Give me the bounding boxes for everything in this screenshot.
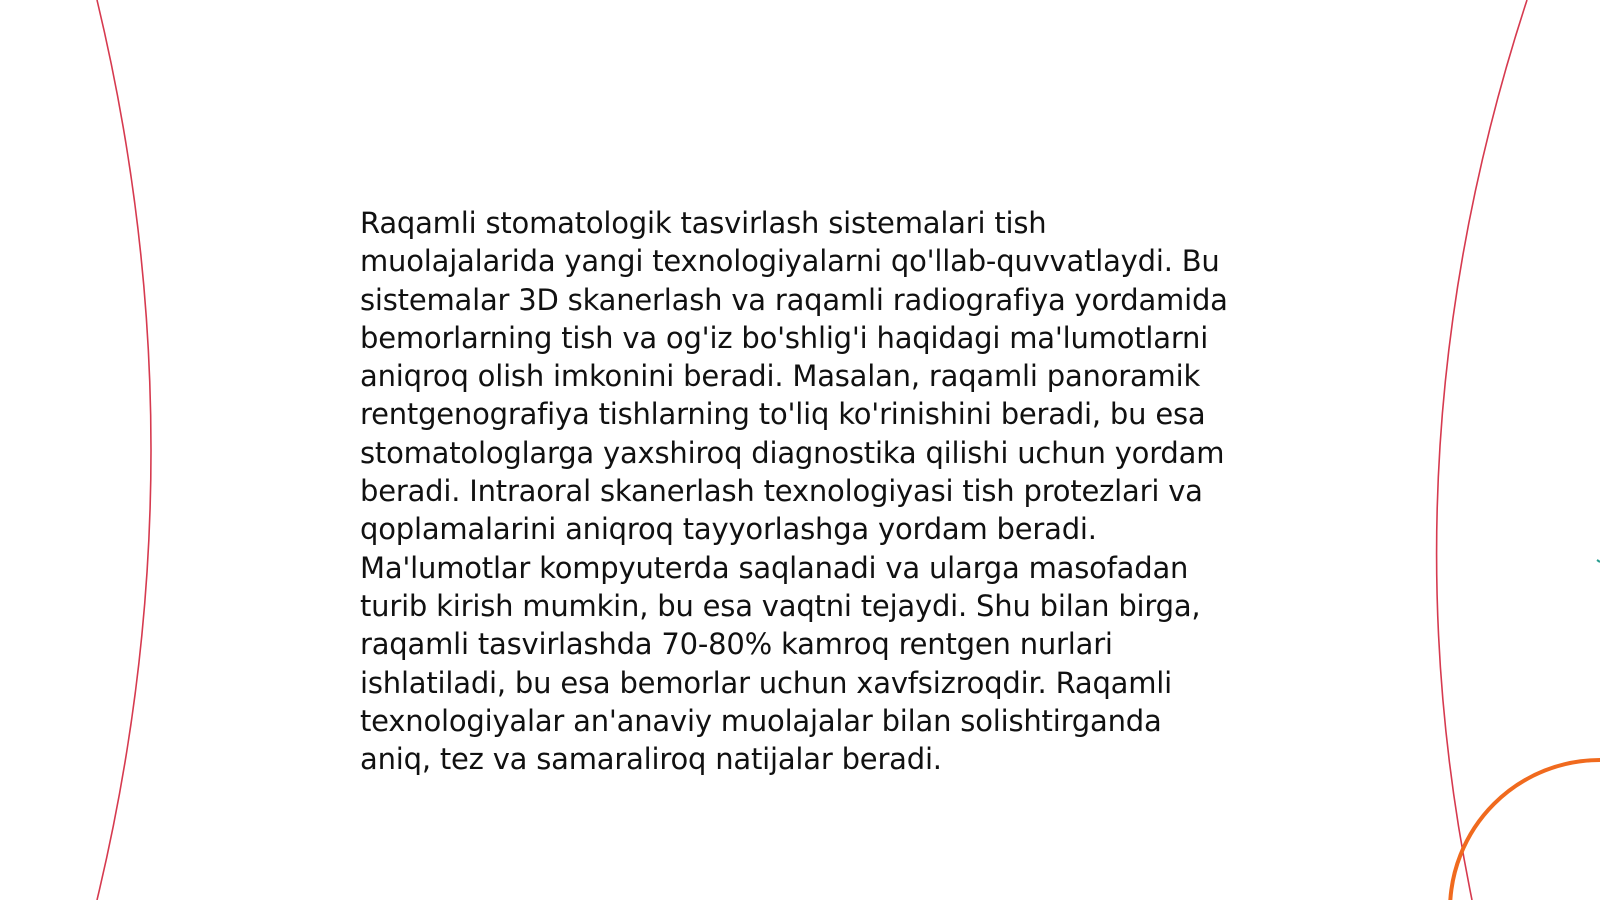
body-paragraph: Raqamli stomatologik tasvirlash sistemalari tish muolajalarida yangi texnologiyalarni qo'llab-quvvatlaydi. Bu sistemalar 3D skanerlash va raqamli radiografiya yordamida bemorlarning tish va og'iz bo'shlig'i haqidagi ma'lumotlarni aniqroq olish imkonini beradi. Masalan, raqamli panoramik rentgenografiya tishlarning to'liq ko'rinishini beradi, bu esa stomatologlarga yaxshiroq diagnostika qilishi uchun yordam beradi. Intraoral skanerlash texnologiyasi tish protezlari va qoplamalarini aniqroq tayyorlashga yordam beradi. Ma'lumotlar kompyuterda saqlanadi va ularga masofadan turib kirish mumkin, bu esa vaqtni tejaydi. Shu bilan birga, raqamli tasvirlashda 70-80% kamroq rentgen nurlari ishlatiladi, bu esa bemorlar uchun xavfsizroqdir. Raqamli texnologiyalar an'anaviy muolajalar bilan solishtirganda aniq, tez va samaraliroq natijalar beradi.: [360, 206, 1228, 777]
right-curve: [1437, 0, 1527, 900]
orange-arc: [1450, 760, 1600, 900]
left-curve: [97, 0, 151, 900]
